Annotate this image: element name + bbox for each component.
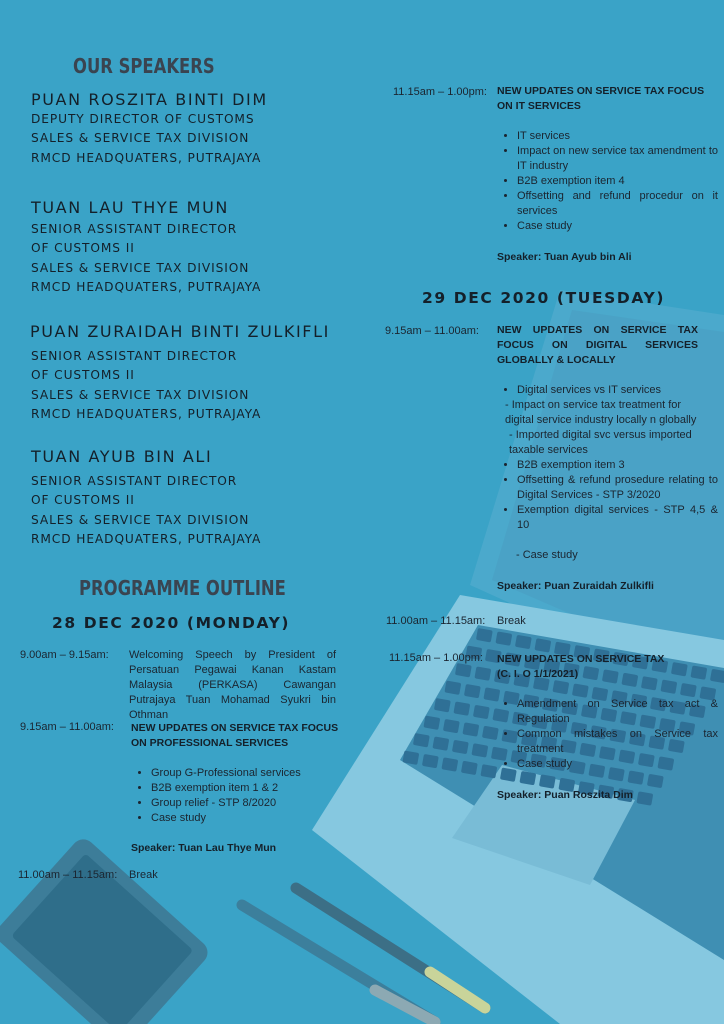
laptop-key xyxy=(464,684,481,698)
day1-s1-text: Welcoming Speech by President of Persatuan Pegawai Kanan Kastam Malaysia (PERKASA) Cawangan Putrajaya Tuan Mohamad Syukri bin Othman xyxy=(129,649,336,721)
laptop-key xyxy=(462,722,479,736)
speaker-2-line: RMCD HEADQUATERS, PUTRAJAYA xyxy=(31,279,262,294)
day2-s1-bullets xyxy=(497,458,718,533)
speakers-heading: OUR SPEAKERS xyxy=(73,54,215,78)
laptop-key xyxy=(422,754,439,768)
day1-s4-title: NEW UPDATES ON SERVICE TAX FOCUS ON IT SERVICES xyxy=(497,85,705,112)
list-item: • Case study xyxy=(517,219,718,234)
speaker-4-line: SENIOR ASSISTANT DIRECTOR xyxy=(31,474,238,488)
phone-illustration xyxy=(0,834,212,1024)
speaker-3-details xyxy=(31,347,261,424)
laptop-key xyxy=(402,751,419,765)
day2-s3-speaker: Speaker: Puan Roszita Dim xyxy=(497,789,633,801)
speaker-3-line: SALES & SERVICE TAX DIVISION xyxy=(31,387,250,402)
laptop-key xyxy=(443,719,460,733)
day2-s1-sub-2: - Imported digital svc versus imported taxable services xyxy=(509,429,692,456)
laptop-key xyxy=(515,635,532,649)
speaker-3-name: PUAN ZURAIDAH BINTI ZULKIFLI xyxy=(30,322,330,341)
laptop-key xyxy=(627,770,644,784)
speaker-2-details xyxy=(31,220,261,297)
day1-s2-speaker: Speaker: Tuan Lau Thye Mun xyxy=(131,842,277,854)
day2-date: 29 DEC 2020 (TUESDAY) xyxy=(422,289,666,307)
speaker-3-line: OF CUSTOMS II xyxy=(31,368,135,383)
laptop-key xyxy=(572,683,589,697)
day2-s1-sub-1: - Impact on service tax treatment for digital service industry locally n globally xyxy=(505,399,697,426)
laptop-key xyxy=(444,681,461,695)
list-item: • Case study xyxy=(517,757,718,772)
speaker-2-line: SENIOR ASSISTANT DIRECTOR xyxy=(31,222,238,236)
laptop-key xyxy=(473,705,490,719)
day2-s3-title-line1: NEW UPDATES ON SERVICE TAX xyxy=(497,653,665,665)
laptop-key xyxy=(647,774,664,788)
laptop-key xyxy=(552,680,569,694)
list-item: • Group relief - STP 8/2020 xyxy=(151,796,351,811)
speaker-1-line: RMCD HEADQUATERS, PUTRAJAYA xyxy=(31,150,262,165)
list-item: • Digital services vs IT services xyxy=(517,383,718,398)
speaker-1-name: PUAN ROSZITA BINTI DIM xyxy=(31,90,268,109)
list-item: • B2B exemption item 4 xyxy=(517,174,718,189)
list-item: • Amendment on Service tax act & Regulation xyxy=(517,697,718,727)
laptop-key xyxy=(519,771,536,785)
day2-s1-time: 9.15am – 11.00am: xyxy=(385,325,479,337)
laptop-key xyxy=(539,774,556,788)
day1-s4-speaker: Speaker: Tuan Ayub bin Ali xyxy=(497,251,632,263)
laptop-key xyxy=(453,701,470,715)
speaker-3-line: SENIOR ASSISTANT DIRECTOR xyxy=(31,349,238,363)
day1-s3-time: 11.00am – 11.15am: xyxy=(18,869,118,881)
laptop-key xyxy=(480,764,497,778)
list-item: • Common mistakes on Service tax treatment xyxy=(517,727,718,757)
laptop-key xyxy=(495,631,512,645)
laptop-key xyxy=(671,662,688,676)
day2-s3-title-line2: (C. I. O 1/1/2021) xyxy=(497,668,579,680)
day2-s3-bullets xyxy=(497,697,718,772)
day2-s3-time: 11.15am – 1.00pm: xyxy=(389,652,483,664)
laptop-key xyxy=(434,698,451,712)
laptop-key xyxy=(471,743,488,757)
day2-s1-title: NEW UPDATES ON SERVICE TAX FOCUS ON DIGITAL SERVICES GLOBALLY & LOCALLY xyxy=(497,324,698,366)
speaker-4-line: SALES & SERVICE TAX DIVISION xyxy=(31,512,250,527)
list-item: • IT services xyxy=(517,129,718,144)
laptop-key xyxy=(474,666,491,680)
day2-s3-title xyxy=(497,652,664,682)
laptop-key xyxy=(680,683,697,697)
speaker-1-line: SALES & SERVICE TAX DIVISION xyxy=(31,131,250,146)
laptop-key xyxy=(413,733,430,747)
day1-s4-bullets xyxy=(497,129,718,234)
laptop-key xyxy=(690,665,707,679)
programme-heading: PROGRAMME OUTLINE xyxy=(79,576,286,600)
speaker-3-line: RMCD HEADQUATERS, PUTRAJAYA xyxy=(31,406,262,421)
laptop-key xyxy=(455,663,472,677)
laptop-key xyxy=(452,740,469,754)
speaker-4-line: RMCD HEADQUATERS, PUTRAJAYA xyxy=(31,531,262,546)
laptop-key xyxy=(461,761,478,775)
day1-s2-bullets xyxy=(131,766,351,826)
list-item: • Exemption digital services - STP 4,5 & 10 xyxy=(517,503,718,533)
speaker-2-name: TUAN LAU THYE MUN xyxy=(31,198,229,217)
speaker-1-line: DEPUTY DIRECTOR OF CUSTOMS xyxy=(31,112,255,126)
day1-s2-time: 9.15am – 11.00am: xyxy=(20,721,114,733)
day1-s4-time: 11.15am – 1.00pm: xyxy=(393,86,487,98)
laptop-key xyxy=(423,716,440,730)
laptop-key xyxy=(636,791,653,805)
laptop-key xyxy=(441,757,458,771)
list-item: • B2B exemption item 3 xyxy=(517,458,718,473)
laptop-key xyxy=(476,628,493,642)
list-item: • Group G-Professional services xyxy=(151,766,351,781)
day1-s1-time: 9.00am – 9.15am: xyxy=(20,649,109,661)
speaker-4-line: OF CUSTOMS II xyxy=(31,493,135,508)
day2-s2-time: 11.00am – 11.15am: xyxy=(386,615,486,627)
laptop-key xyxy=(432,736,449,750)
list-item: • Offsetting and refund procedur on it services xyxy=(517,189,718,219)
speaker-2-line: SALES & SERVICE TAX DIVISION xyxy=(31,260,250,275)
day1-s3-text: Break xyxy=(129,869,158,881)
day2-s1-sub-3: - Case study xyxy=(516,549,578,561)
list-item: • Impact on new service tax amendment to IT industry xyxy=(517,144,718,174)
speaker-4-details xyxy=(31,472,261,549)
speaker-2-line: OF CUSTOMS II xyxy=(31,241,135,256)
laptop-key xyxy=(534,638,551,652)
speaker-4-name: TUAN AYUB BIN ALI xyxy=(31,447,213,466)
day2-s2-text: Break xyxy=(497,615,526,627)
day2-s1-bullet-1 xyxy=(497,383,718,398)
day1-s2-title: NEW UPDATES ON SERVICE TAX FOCUS ON PROFESSIONAL SERVICES xyxy=(131,722,339,749)
speaker-1-details xyxy=(31,110,261,168)
list-item: • Case study xyxy=(151,811,351,826)
list-item: • Offsetting & refund prosedure relating to Digital Services - STP 3/2020 xyxy=(517,473,718,503)
list-item: • B2B exemption item 1 & 2 xyxy=(151,781,351,796)
day1-date: 28 DEC 2020 (MONDAY) xyxy=(52,614,291,632)
day2-s1-speaker: Speaker: Puan Zuraidah Zulkifli xyxy=(497,580,654,592)
